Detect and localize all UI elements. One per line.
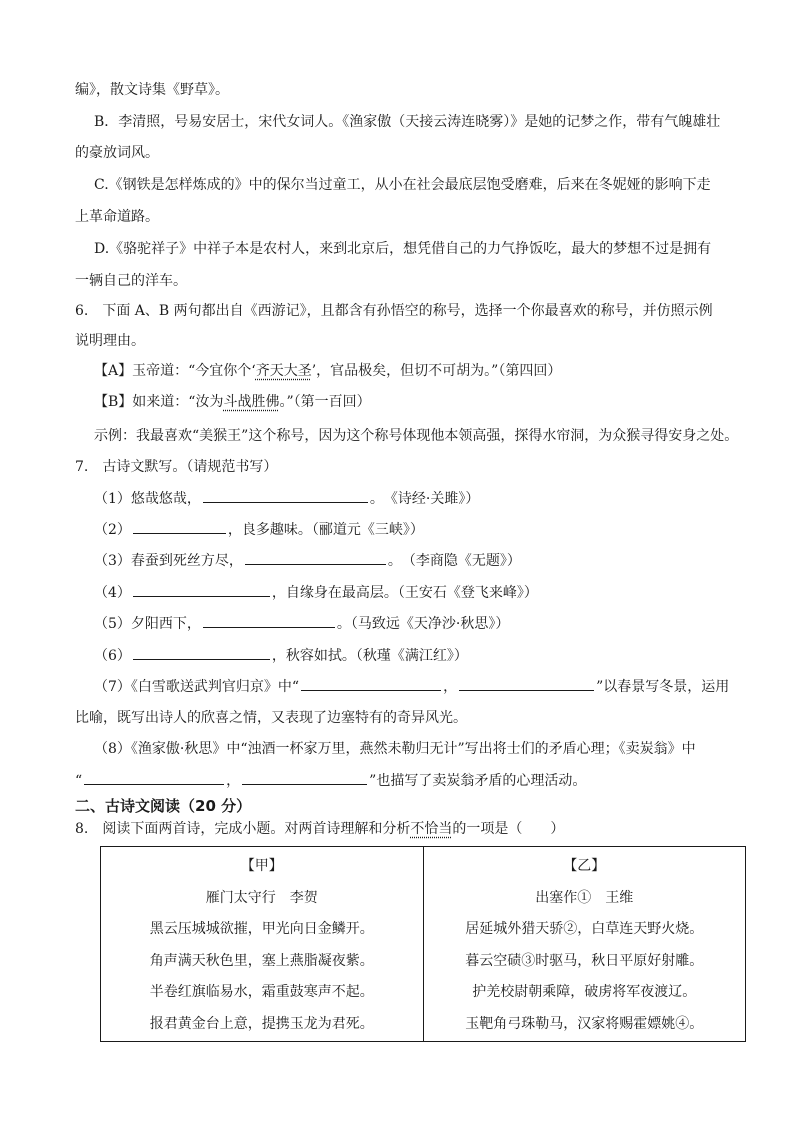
item-text: 的一项是（ ）	[452, 821, 565, 837]
item-text: ，自缘身在最高层。（王安石《登飞来峰》）	[271, 585, 538, 601]
item-text: （2）	[94, 522, 131, 538]
item-text: ，	[226, 773, 241, 789]
fill-item-2	[94, 519, 424, 540]
poem-line: 角声满天秋色里，塞上燕脂凝夜紫。	[149, 952, 374, 969]
fill-item-4	[94, 582, 538, 603]
poem-title: 雁门太守行 李贺	[205, 889, 318, 906]
text-line: 一辆自己的洋车。	[75, 273, 187, 289]
emphasis-not-appropriate: 不恰当	[410, 821, 453, 837]
item-text: “	[75, 773, 83, 789]
question-7-title: 7. 古诗文默写。（请规范书写）	[75, 459, 278, 475]
poem-label: 【甲】	[240, 858, 283, 874]
answer-blank[interactable]	[242, 770, 367, 785]
item-text: ，良多趣味。（郦道元《三峡》）	[227, 522, 424, 538]
item-text: 。 《诗经·关雎》）	[369, 491, 480, 507]
poem-label: 【乙】	[563, 858, 606, 874]
answer-blank[interactable]	[84, 770, 224, 785]
poem-line: 半卷红旗临易水，霜重鼓寒声不起。	[149, 984, 374, 1000]
poems-table	[100, 846, 746, 1042]
item-text: ，秋容如拭。（秋瑾《满江红》）	[271, 648, 468, 664]
section-2-title: 二、古诗文阅读（20 分）	[75, 797, 252, 815]
item-text: （5）夕阳西下，	[94, 616, 201, 632]
question-8-stem	[75, 819, 564, 839]
answer-blank[interactable]	[133, 582, 270, 597]
fill-item-3	[94, 550, 521, 571]
sentence-a-pre: 【A】玉帝道：“今宜你个‘	[94, 363, 256, 379]
item-text: 8. 阅读下面两首诗，完成小题。对两首诗理解和分析	[75, 821, 411, 837]
answer-blank[interactable]	[245, 550, 386, 565]
item-text: ”以春景写冬景，运用	[596, 679, 730, 695]
title-douzhan-shengfo: 斗战胜佛	[223, 394, 280, 410]
poem-title: 出塞作① 王维	[535, 889, 634, 906]
poem-line: 报君黄金台上意，提携玉龙为君死。	[149, 1015, 374, 1032]
question-6-stem-cont: 说明理由。	[75, 333, 145, 349]
answer-blank[interactable]	[203, 613, 335, 628]
answer-blank[interactable]	[203, 488, 368, 503]
answer-blank[interactable]	[133, 645, 270, 660]
item-text: （3）春蚕到死丝方尽，	[94, 553, 243, 569]
sentence-a	[94, 361, 561, 381]
title-qitian-dasheng: 齐天大圣	[255, 363, 312, 379]
option-b-line: B．李清照，号易安居士，宋代女词人。《渔家傲（天接云涛连晓雾）》是她的记梦之作，带有气魄雄壮	[94, 114, 721, 130]
question-6-stem: 6. 下面 A、B 两句都出自《西游记》，且都含有孙悟空的称号，选择一个你最喜欢的称号，并仿照示例	[75, 303, 713, 319]
poem-jia	[101, 847, 424, 1042]
poem-line: 护羌校尉朝乘障，破虏将军夜渡辽。	[472, 984, 697, 1000]
answer-blank[interactable]	[459, 676, 594, 691]
option-d-line: D.《骆驼祥子》中祥子本是农村人，来到北京后，想凭借自己的力气挣饭吃，最大的梦想不过是拥有	[94, 241, 712, 257]
poem-line: 暮云空碛③时驱马，秋日平原好射雕。	[465, 952, 704, 969]
fill-item-1	[94, 488, 479, 509]
answer-blank[interactable]	[133, 519, 226, 534]
sentence-b	[94, 392, 371, 412]
text-line: 编》，散文诗集《野草》。	[75, 82, 229, 98]
option-c-line: C.《钢铁是怎样炼成的》中的保尔当过童工，从小在社会最底层饱受磨难，后来在冬妮娅的影响下走	[94, 177, 711, 193]
fill-item-8: （8）《渔家傲·秋思》中“浊酒一杯家万里，燕然未勒归无计”写出将士们的矛盾心理；《卖炭翁》中	[94, 741, 696, 757]
item-text: （4）	[94, 585, 131, 601]
item-text: ，	[443, 679, 458, 695]
sentence-a-post: ’，官品极矣，但切不可胡为。”（第四回）	[311, 363, 562, 379]
fill-item-8-cont	[75, 770, 586, 791]
item-text: （7）《白雪歌送武判官归京》中“	[94, 679, 300, 695]
fill-item-5	[94, 613, 509, 634]
item-text: （6）	[94, 648, 131, 664]
item-text: 。 （李商隐《无题》）	[387, 553, 521, 569]
fill-item-7	[94, 676, 729, 697]
item-text: （1）悠哉悠哉，	[94, 491, 201, 507]
fill-item-6	[94, 645, 468, 666]
poem-yi	[423, 847, 746, 1042]
sentence-b-post: 。”（第一百回）	[279, 394, 371, 410]
text-line: 的豪放词风。	[75, 145, 159, 161]
poem-line: 玉靶角弓珠勒马，汉家将赐霍嫖姚④。	[465, 1015, 704, 1032]
example-answer: 示例：我最喜欢“美猴王”这个称号，因为这个称号体现他本领高强，探得水帘洞，为众猴寻得安身之处。	[94, 428, 739, 444]
text-line: 上革命道路。	[75, 209, 159, 225]
item-text: ”也描写了卖炭翁矛盾的心理活动。	[369, 773, 587, 789]
answer-blank[interactable]	[301, 676, 441, 691]
sentence-b-pre: 【B】如来道：“汝为	[94, 394, 224, 410]
poem-line: 黑云压城城欲摧，甲光向日金鳞开。	[149, 921, 374, 937]
poem-line: 居延城外猎天骄②，白草连天野火烧。	[465, 921, 704, 937]
item-text: 。（马致远《天净沙·秋思》）	[336, 616, 510, 632]
fill-item-7-cont: 比喻，既写出诗人的欣喜之情，又表现了边塞特有的奇异风光。	[75, 710, 467, 726]
